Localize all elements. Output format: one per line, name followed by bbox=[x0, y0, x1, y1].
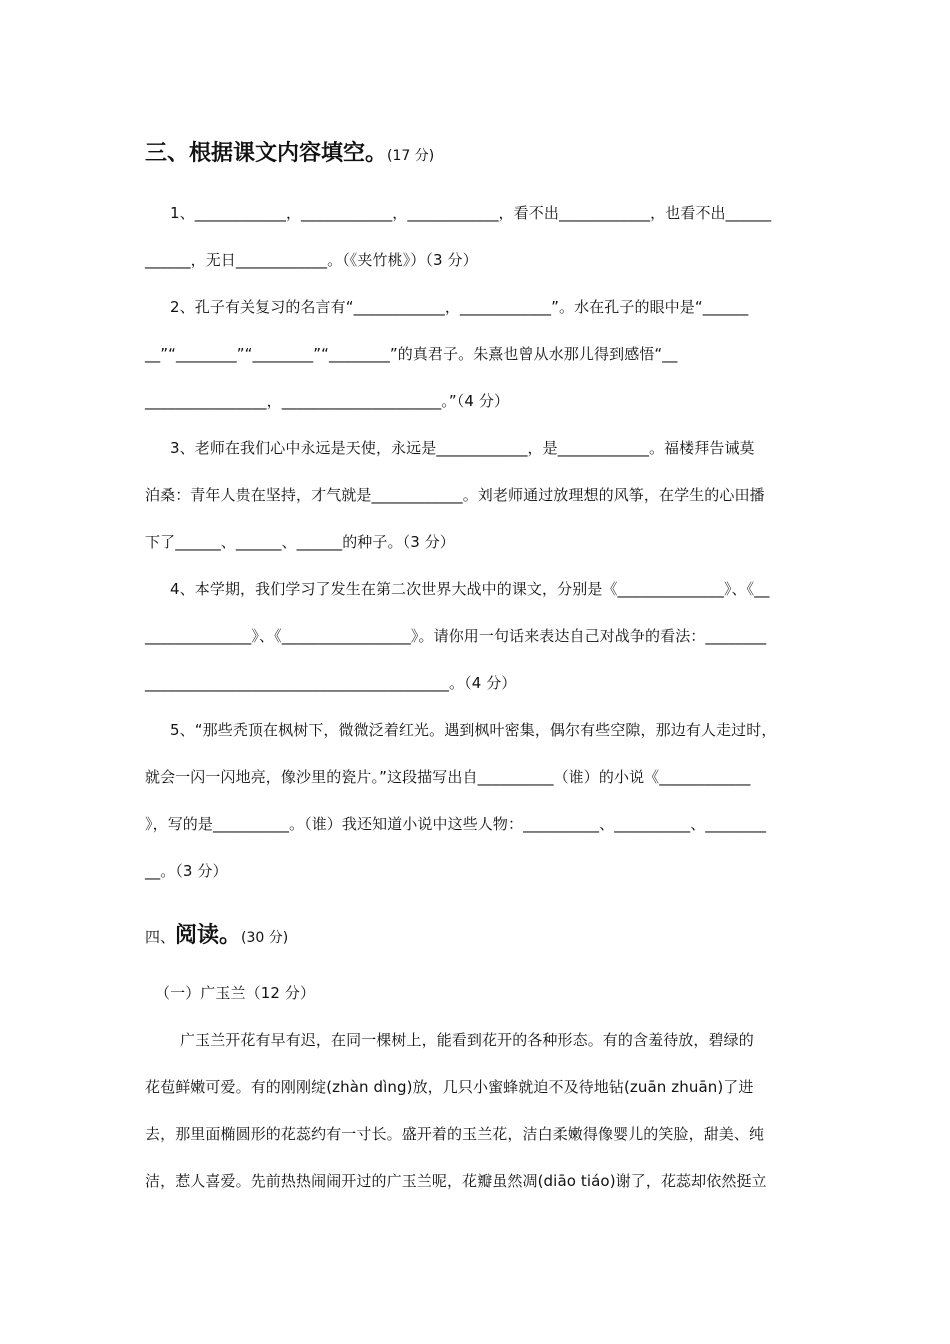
section-4-points: (30 分) bbox=[241, 930, 289, 946]
q4-line-2: ______________》、《_________________》。请你用一句话来表达自己对战争的看法：________ bbox=[145, 627, 767, 645]
q4-line-3: ________________________________________。（4 分） bbox=[145, 674, 517, 692]
section-3-points: (17 分) bbox=[387, 148, 435, 164]
section-4-prefix: 四、 bbox=[145, 928, 176, 946]
q2-line-2: __”“________”“________”“________”的真君子。朱熹也曾从水那儿得到感悟“__ bbox=[145, 345, 678, 363]
section-3-title: 三、根据课文内容填空。 bbox=[145, 141, 388, 166]
section-4-title: 阅读。 bbox=[175, 923, 242, 948]
q3-line-2: 泊桑：青年人贵在坚持，才气就是____________。刘老师通过放理想的风筝，在学生的心田播 bbox=[145, 486, 765, 504]
q1-line-2: ______，无日____________。（《夹竹桃》）（3 分） bbox=[145, 251, 478, 269]
section-3-heading bbox=[145, 136, 434, 167]
q3-line-3: 下了______、______、______的种子。（3 分） bbox=[145, 533, 455, 551]
q5-line-1: 5、“那些秃顶在枫树下，微微泛着红光。遇到枫叶密集，偶尔有些空隙，那边有人走过时， bbox=[170, 721, 777, 739]
passage-line-4: 洁，惹人喜爱。先前热热闹闹开过的广玉兰呢，花瓣虽然凋(diāo tiáo)谢了，花蕊却依然挺立 bbox=[145, 1172, 767, 1190]
passage-line-3: 去，那里面椭圆形的花蕊约有一寸长。盛开着的玉兰花，洁白柔嫩得像婴儿的笑脸，甜美、纯 bbox=[145, 1125, 765, 1143]
passage-line-1: 广玉兰开花有早有迟，在同一棵树上，能看到花开的各种形态。有的含羞待放，碧绿的 bbox=[180, 1031, 754, 1049]
q2-line-1: 2、孔子有关复习的名言有“____________，____________”。水在孔子的眼中是“______ bbox=[170, 298, 749, 316]
q5-line-2: 就会一闪一闪地亮，像沙里的瓷片。”这段描写出自__________（谁）的小说《____________ bbox=[145, 768, 751, 786]
q4-line-1: 4、本学期，我们学习了发生在第二次世界大战中的课文，分别是《______________》、《__ bbox=[170, 580, 770, 598]
section-4-heading bbox=[145, 918, 288, 949]
q1-line-1: 1、____________，____________，____________，看不出____________，也看不出______ bbox=[170, 204, 772, 222]
q2-line-3: ________________，_____________________。”（4 分） bbox=[145, 392, 510, 410]
q5-line-4: __。（3 分） bbox=[145, 862, 228, 880]
q5-line-3: 》，写的是__________。（谁）我还知道小说中这些人物：__________、__________、________ bbox=[145, 815, 767, 833]
q3-line-1: 3、老师在我们心中永远是天使，永远是____________，是____________。福楼拜告诫莫 bbox=[170, 439, 755, 457]
reading-1-heading: （一）广玉兰（12 分） bbox=[155, 984, 316, 1002]
passage-line-2: 花苞鲜嫩可爱。有的刚刚绽(zhàn dìng)放，几只小蜜蜂就迫不及待地钻(zuān zhuān)了进 bbox=[145, 1078, 754, 1096]
